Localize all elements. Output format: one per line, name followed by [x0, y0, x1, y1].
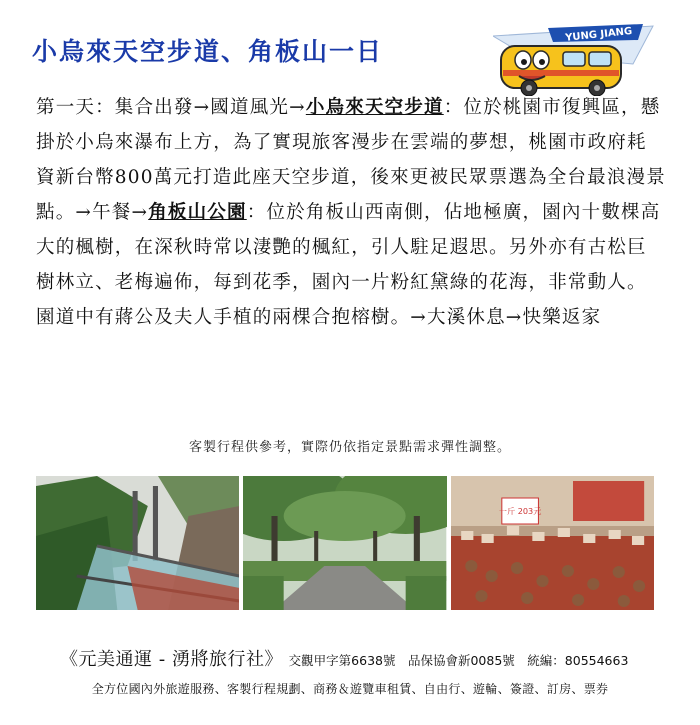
itinerary-text-3: ：位於角板山西南側，佔地極廣，園內十數棵高大的楓樹，在深秋時常以淒艷的楓紅，引人駐足遐思。另外亦有古松巨樹林立、老梅遍佈，每到花季，園內一片粉紅黛綠的花海，非常動人。園道中有蔣公及夫人手植的兩棵合抱榕樹。→大溪休息→快樂返家	[36, 202, 661, 328]
itinerary-text-1: 第一天：集合出發→國道風光→	[36, 97, 306, 118]
skywalk-photo	[36, 476, 239, 610]
logo	[493, 24, 663, 96]
logo-banner-text: YUNG JIANG	[564, 25, 633, 44]
itinerary-note: 客製行程供參考，實際仍依指定景點需求彈性調整。	[188, 440, 511, 455]
company-name: 《元美通運 - 湧將旅行社》	[60, 649, 283, 670]
company-license: 交觀甲字第6638號 品保協會新0085號 統編：80554663	[288, 653, 629, 668]
footer-services: 全方位國內外旅遊服務、客製行程規劃、商務＆遊覽車租賃、自由行、遊輪、簽證、訂房、票券	[91, 682, 609, 696]
photo-strip	[36, 476, 654, 610]
price-sign: 一斤 203元	[498, 507, 541, 516]
footer-company-line	[60, 645, 628, 671]
page-title: 小烏來天空步道、角板山一日	[32, 37, 384, 66]
itinerary-text-2: ：位於桃園市復興區，懸掛於小烏來瀑布上方，為了實現旅客漫步在雲端的夢想，桃園市政府耗資新台幣800萬元打造此座天空步道，後來更被民眾票選為全台最浪漫景點。→午餐→	[36, 97, 666, 223]
itinerary-paragraph	[36, 90, 666, 335]
highlight-skywalk: 小烏來天空步道	[305, 97, 444, 118]
highlight-jiaobanshan-park: 角板山公園	[148, 202, 247, 223]
bus-icon	[493, 24, 663, 96]
market-photo	[451, 476, 654, 610]
park-photo	[243, 476, 446, 610]
